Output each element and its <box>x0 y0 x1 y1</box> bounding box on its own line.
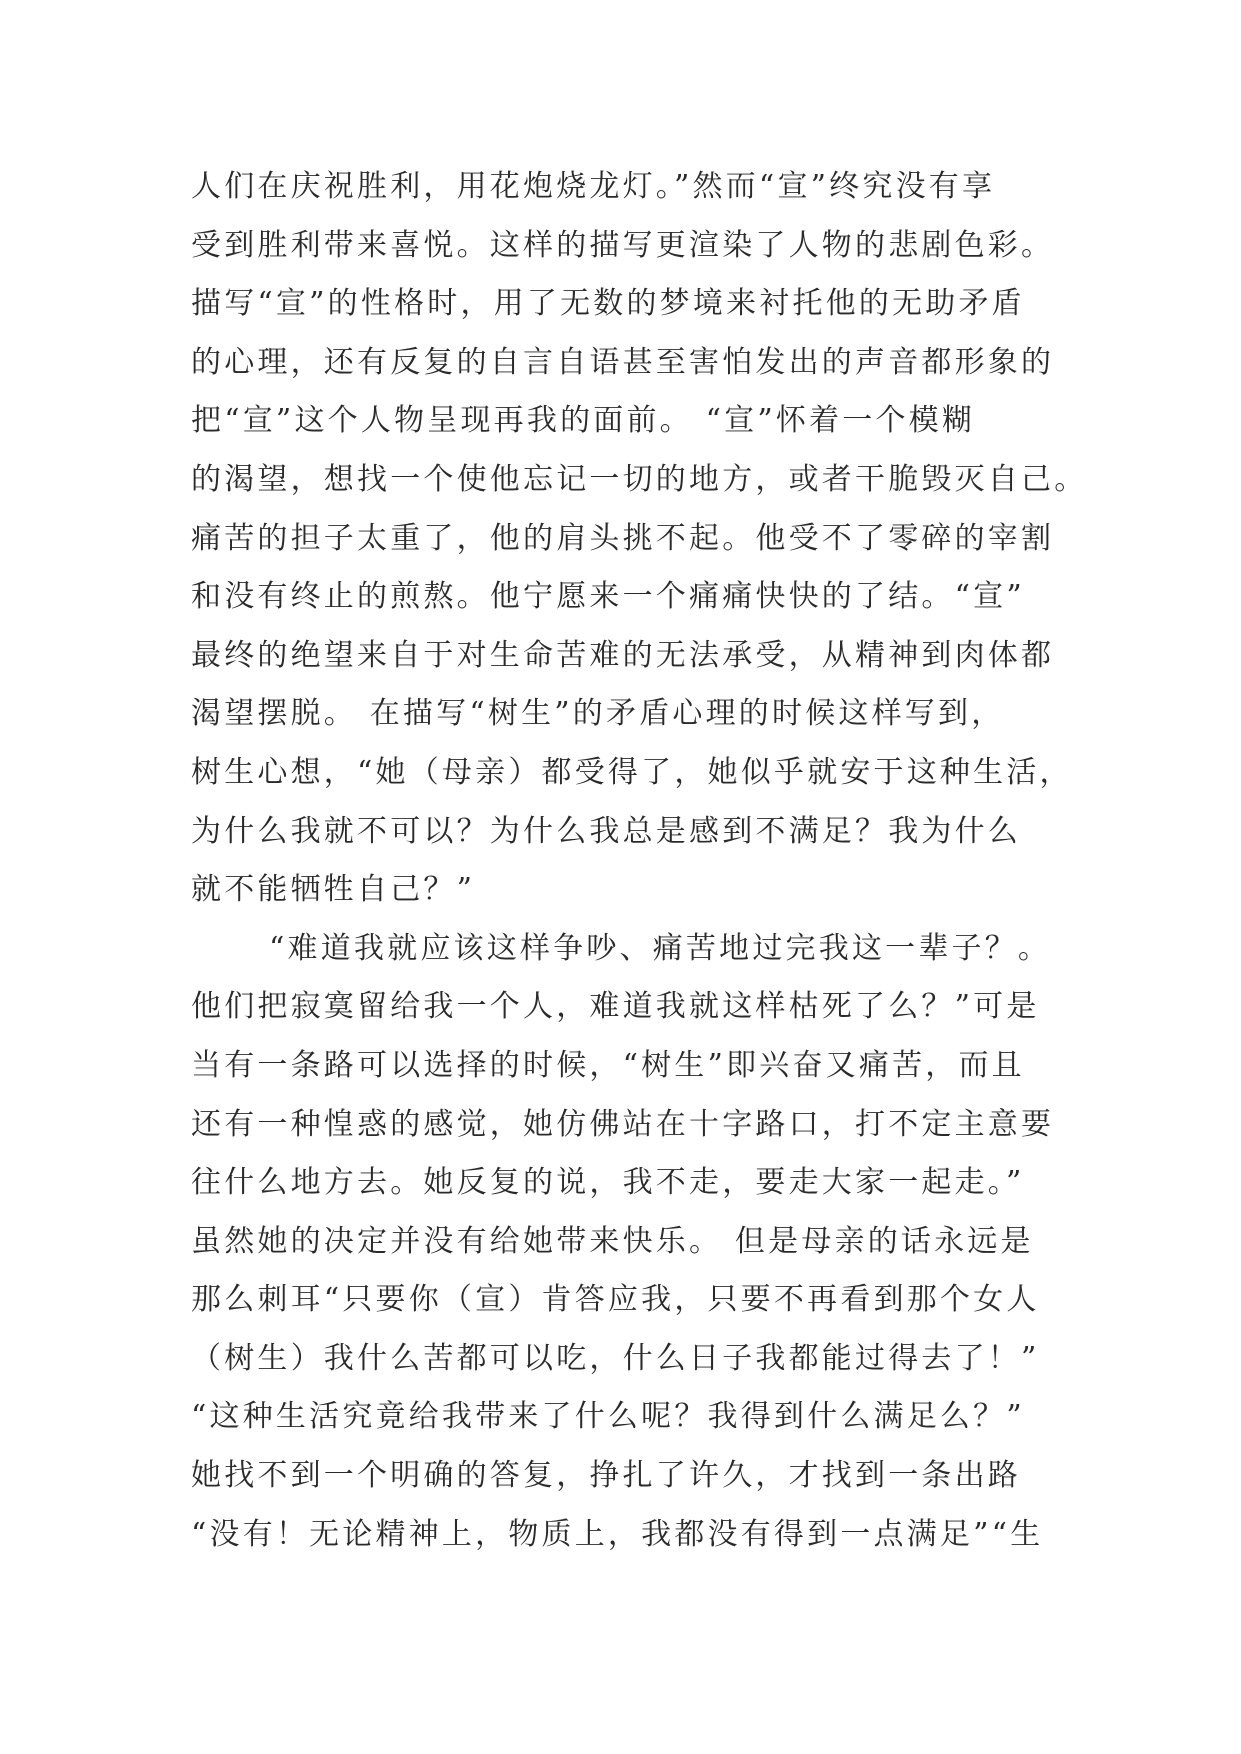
text-line: 那么刺耳“只要你（宣）肯答应我，只要不再看到那个女人 <box>191 1282 1040 1318</box>
text-line: 把“宣”这个人物呈现再我的面前。 “宣”怀着一个模糊 <box>191 403 976 439</box>
text-line: 人们在庆祝胜利，用花炮烧龙灯。”然而“宣”终究没有享 <box>191 169 996 204</box>
text-line: 还有一种惶惑的感觉，她仿佛站在十字路口，打不定主意要 <box>191 1106 1055 1142</box>
text-line: 他们把寂寞留给我一个人，难道我就这样枯死了么？”可是 <box>191 989 1040 1025</box>
text-line: 受到胜利带来喜悦。这样的描写更渲染了人物的悲剧色彩。 <box>191 227 1055 263</box>
text-line: 痛苦的担子太重了，他的肩头挑不起。他受不了零碎的宰割 <box>191 520 1055 556</box>
text-line: 虽然她的决定并没有给她带来快乐。 但是母亲的话永远是 <box>191 1223 1034 1259</box>
text-line: “这种生活究竟给我带来了什么呢？我得到什么满足么？” <box>191 1399 1025 1435</box>
text-line: 当有一条路可以选择的时候，“树生”即兴奋又痛苦，而且 <box>191 1047 1025 1083</box>
paragraph-first-line: “难道我就应该这样争吵、痛苦地过完我这一辈子？。 <box>269 930 1052 966</box>
text-line: 就不能牺牲自己？” <box>191 872 476 908</box>
text-line: “没有！无论精神上，物质上，我都没有得到一点满足”“生 <box>191 1516 1044 1552</box>
text-line: 和没有终止的煎熬。他宁愿来一个痛痛快快的了结。“宣” <box>191 579 1025 615</box>
text-line: 的心理，还有反复的自言自语甚至害怕发出的声音都形象的 <box>191 344 1055 380</box>
text-line: 为什么我就不可以？为什么我总是感到不满足？我为什么 <box>191 813 1021 849</box>
text-line: 往什么地方去。她反复的说，我不走，要走大家一起走。” <box>191 1165 1025 1201</box>
text-line: 最终的绝望来自于对生命苦难的无法承受，从精神到肉体都 <box>191 637 1055 673</box>
body-text <box>191 158 1088 1564</box>
text-line: （树生）我什么苦都可以吃，什么日子我都能过得去了！” <box>191 1340 1040 1376</box>
text-line: 树生心想，“她（母亲）都受得了，她似乎就安于这种生活， <box>191 754 1073 790</box>
text-line: 她找不到一个明确的答复，挣扎了许久，才找到一条出路 <box>191 1458 1021 1494</box>
text-line: 渴望摆脱。 在描写“树生”的矛盾心理的时候这样写到， <box>191 696 1005 732</box>
text-line: 描写“宣”的性格时，用了无数的梦境来衬托他的无助矛盾 <box>191 286 1025 322</box>
text-line: 的渴望，想找一个使他忘记一切的地方，或者干脆毁灭自己。 <box>191 461 1088 497</box>
